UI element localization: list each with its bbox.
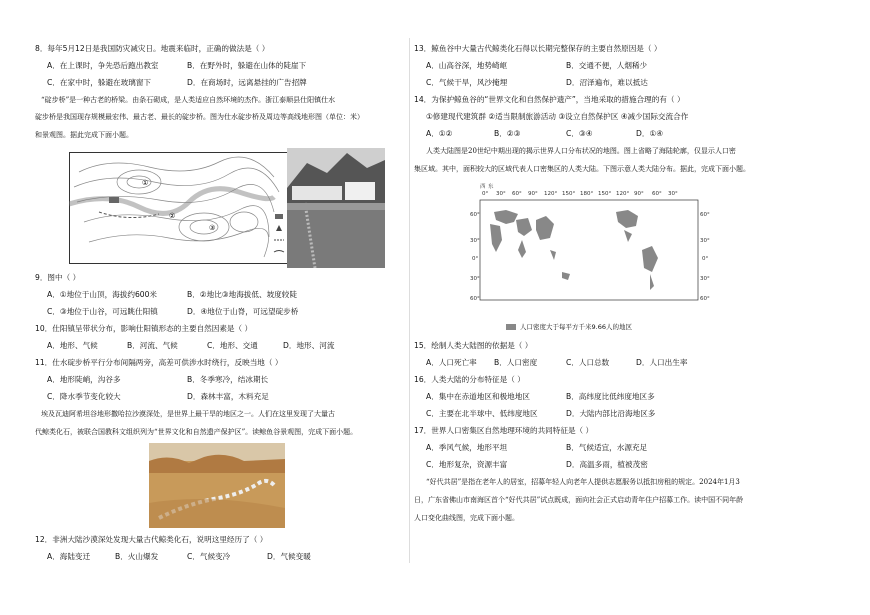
map-lat-right-4: 30° — [700, 276, 710, 282]
q11-option-b: B．冬季寒冷，结冰期长 — [187, 375, 269, 384]
q9-option-b: B．②地比③地海拔低、坡度较陡 — [187, 290, 297, 299]
map-label-lon-120: 120° — [544, 191, 558, 197]
q13-option-a: A．山高谷深，地势崎岖 — [426, 61, 508, 70]
map-label-lon-0: 0° — [482, 191, 489, 197]
right-column — [414, 0, 814, 615]
map-mark-2: ② — [169, 212, 176, 220]
q13-option-d: D．沼泽遍布，难以抵达 — [566, 78, 648, 87]
map-lat-left-2: 30° — [470, 238, 480, 244]
q8-option-c: C．在家中时，躲避在玻璃窗下 — [47, 78, 152, 87]
q13-option-b: B．交通不便，人烟稀少 — [566, 61, 648, 70]
passage4-line3: 人口变化曲线图，完成下面小题。 — [414, 514, 519, 522]
q9-option-d: D．④地位于山脊，可远望碇步桥 — [187, 307, 299, 316]
map-lat-left-5: 60° — [470, 296, 480, 302]
q14-option-c: C．③④ — [566, 129, 593, 138]
q12-option-a: A．海陆变迁 — [47, 552, 91, 561]
q8-option-d: D．在商场时，远离悬挂的广告招牌 — [187, 78, 307, 87]
q16-stem: 16．人类大陆的分布特征是（ ） — [414, 375, 525, 384]
q17-option-d: D．高温多雨，植被茂密 — [566, 460, 648, 469]
q10-option-a: A．地形、气候 — [47, 341, 98, 350]
q14-stem: 14．为保护鲸鱼谷的“世界文化和自然保护遗产”，当地采取的措施合理的有（ ） — [414, 95, 685, 104]
column-divider — [409, 38, 410, 563]
map-lat-right-1: 60° — [700, 212, 710, 218]
passage4-line2: 日，广东省佛山市南海区首个“好代共居”试点既成，面向社会正式启动青年住户招募工作。读中国不同年龄 — [414, 496, 744, 504]
human-continent-map — [466, 180, 716, 330]
q16-option-d: D．大陆内部比沿海地区多 — [566, 409, 656, 418]
passage2-line2: 代鲸类化石，被联合国教科文组织列为“世界文化和自然遗产保护区”。读鲸鱼谷景观图，完成下面小题。 — [35, 428, 358, 436]
q13-stem: 13．鲸鱼谷中大量古代鲸类化石得以长期完整保存的主要自然原因是（ ） — [414, 44, 662, 53]
q8-option-b: B．在野外时，躲避在山体的陡崖下 — [187, 61, 307, 70]
q10-stem: 10．仕阳镇呈带状分布，影响仕阳镇形态的主要自然因素是（ ） — [35, 324, 253, 333]
q17-option-c: C．地形复杂，资源丰富 — [426, 460, 508, 469]
map-lat-left-3: 0° — [472, 256, 479, 262]
map-mark-3: ③ — [209, 224, 216, 232]
map-label-lon-120w: 120° — [616, 191, 630, 197]
q12-stem: 12．非洲大陆沙漠深处发现大量古代鲸类化石，说明这里经历了（ ） — [35, 535, 268, 544]
q11-option-c: C．降水季节变化较大 — [47, 392, 121, 401]
q10-option-c: C．地形、交通 — [207, 341, 258, 350]
q14-option-d: D．①④ — [636, 129, 664, 138]
q10-option-b: B．河流、气候 — [127, 341, 178, 350]
q9-option-c: C．③地位于山谷，可远眺仕阳镇 — [47, 307, 158, 316]
q16-option-b: B．高纬度比低纬度地区多 — [566, 392, 655, 401]
q12-option-c: C．气候变冷 — [187, 552, 231, 561]
map-lat-right-2: 30° — [700, 238, 710, 244]
q17-stem: 17．世界人口密集区自然地理环境的共同特征是（ ） — [414, 426, 594, 435]
q15-option-a: A．人口死亡率 — [426, 358, 477, 367]
passage3-line1: 人类大陆图是20世纪中期出现的揭示世界人口分布状况的地图。图上省略了海陆轮廓，仅显示人口密 — [426, 147, 736, 155]
q15-option-c: C．人口总数 — [566, 358, 610, 367]
map-label-lon-60w: 60° — [652, 191, 662, 197]
q16-option-a: A．集中在赤道地区和极地地区 — [426, 392, 530, 401]
q12-option-d: D．气候变暖 — [267, 552, 311, 561]
q10-option-d: D．地形、河流 — [283, 341, 335, 350]
q9-option-a: A．①地位于山顶，海拔约600米 — [47, 290, 158, 299]
q15-option-d: D．人口出生率 — [636, 358, 688, 367]
q9-stem: 9．图中（ ） — [35, 273, 81, 282]
q15-option-b: B．人口密度 — [494, 358, 538, 367]
q15-stem: 15．绘制人类大陆图的依据是（ ） — [414, 341, 533, 350]
map-label-lon-30: 30° — [496, 191, 506, 197]
q11-stem: 11．仕水碇步桥平行分布间隔两旁，高差可供涉水时绕行，反映当地（ ） — [35, 358, 283, 367]
q8-stem: 8．每年5月12日是我国防灾减灾日。地震来临时，正确的做法是（ ） — [35, 44, 270, 53]
whale-valley-photo — [149, 443, 285, 528]
passage4-line1: “好代共居”是指在老年人的居室，招募年轻人向老年人提供志愿服务以抵扣房租的规定。2024年1月3 — [426, 478, 740, 486]
q11-option-d: D．森林丰富，木料充足 — [187, 392, 269, 401]
map-lat-right-5: 60° — [700, 296, 710, 302]
map-label-lon-60: 60° — [512, 191, 522, 197]
map-label-lon-90: 90° — [528, 191, 538, 197]
contour-map — [69, 152, 317, 264]
map-longitude-labels — [480, 182, 678, 197]
map-label-lon-30w: 30° — [668, 191, 678, 197]
map-legend-swatch — [506, 324, 516, 330]
map-label-lon-180: 180° — [580, 191, 594, 197]
map-label-lon-150w: 150° — [598, 191, 612, 197]
q13-option-c: C．气候干旱，风沙掩埋 — [426, 78, 508, 87]
passage1-line3: 和景观图。据此完成下面小题。 — [35, 131, 133, 139]
q17-option-b: B．气候适宜，水源充足 — [566, 443, 648, 452]
passage1-line2: 碇步桥是我国现存规模最宏伟、最古老、最长的碇步桥。图为仕水碇步桥及周边等高线地形图（单位：米） — [35, 113, 364, 121]
passage1-line1: “碇步桥”是一种古老的桥梁。由条石砌成，是人类适应自然环境的杰作。浙江泰顺县仕阳镇仕水 — [41, 96, 336, 104]
passage2-line1: 埃及瓦迪阿希坦谷地形撒哈拉沙漠深处，是世界上最干旱的地区之一。人们在这里发现了大量古 — [41, 410, 335, 418]
map-legend-text: 人口密度大于每平方千米9.66人的地区 — [520, 323, 632, 331]
map-lat-left-1: 60° — [470, 212, 480, 218]
q8-option-a: A．在上课时，争先恐后跑出教室 — [47, 61, 159, 70]
q14-option-a: A．①② — [426, 129, 453, 138]
map-label-lon-150: 150° — [562, 191, 576, 197]
map-label-west: 西 — [480, 184, 486, 190]
q14-items: ①修建现代建筑群 ②适当限制旅游活动 ③设立自然保护区 ④减少国际交流合作 — [426, 112, 689, 121]
map-lat-left-4: 30° — [470, 276, 480, 282]
q12-option-b: B．火山爆发 — [115, 552, 159, 561]
q16-option-c: C．主要在北半球中、低纬度地区 — [426, 409, 538, 418]
stepping-stone-bridge-photo — [287, 148, 385, 268]
map-lat-right-3: 0° — [702, 256, 709, 262]
q14-option-b: B．②③ — [494, 129, 521, 138]
left-column — [35, 0, 435, 615]
map-label-lon-90w: 90° — [634, 191, 644, 197]
passage3-line2: 集区域。其中，面积较大的区域代表人口密集区的人类大陆。下图示意人类大陆分布。据此，完成下面小题。 — [414, 165, 750, 173]
map-label-east: 东 — [488, 184, 494, 190]
map-mark-1: ① — [142, 179, 149, 187]
q11-option-a: A．地形陡峭，沟谷多 — [47, 375, 121, 384]
q17-option-a: A．季风气候，地形平坦 — [426, 443, 508, 452]
